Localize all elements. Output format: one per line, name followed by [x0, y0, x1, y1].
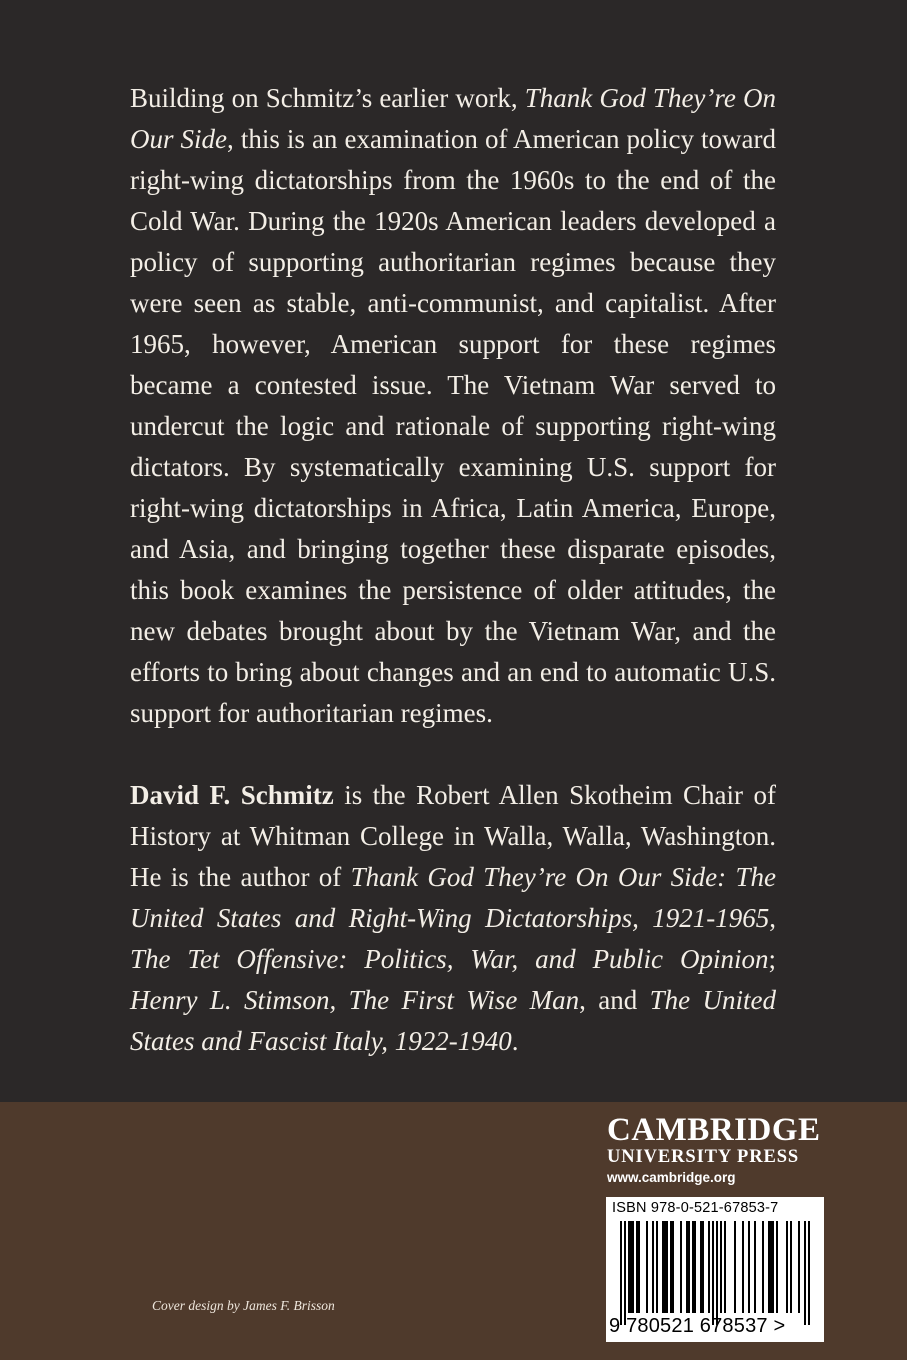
barcode-bar [672, 1221, 674, 1313]
barcode-bar [638, 1221, 640, 1313]
barcode-bar [772, 1221, 774, 1313]
barcode-bar [762, 1221, 764, 1313]
bio-separator-3: , and [579, 985, 650, 1015]
barcode-bar [656, 1221, 658, 1313]
blurb-paragraph [130, 78, 776, 734]
barcode-bar [808, 1221, 810, 1325]
publisher-url: www.cambridge.org [607, 1170, 736, 1185]
barcode-bar [720, 1221, 722, 1313]
publisher-name: CAMBRIDGE [607, 1112, 821, 1148]
barcode-bar [686, 1221, 688, 1313]
blurb-earlier-work-title: Thank God They’re On Our Side [130, 83, 776, 154]
barcode-bar [770, 1221, 772, 1313]
book-title-4: The United States and Fascist Italy, 1922-1940 [130, 985, 776, 1056]
cover-design-credit: Cover design by James F. Brisson [152, 1298, 335, 1313]
barcode-bar [692, 1221, 694, 1313]
blurb-body: , this is an examination of American policy toward right-wing dictatorships from the 1960s to the end of the Cold War. During the 1920s American leaders developed a policy of supporting authoritarian regimes because they were seen as stable, anti-communist, and capitalist. After 1965, however, American support for these regimes became a contested issue. The Vietnam War served to undercut the logic and rationale of supporting right-wing dictators. By systematically examining U.S. support for right-wing dictatorships in Africa, Latin America, Europe, and Asia, and bringing together these disparate episodes, this book examines the persistence of older attitudes, the new debates brought about by the Vietnam War, and the efforts to bring about changes and an end to automatic U.S. support for authoritarian regimes. [130, 124, 776, 728]
author-name: David F. Schmitz [130, 780, 334, 810]
barcode-bar [790, 1221, 792, 1313]
barcode-bar [786, 1221, 788, 1313]
book-title-3: Henry L. Stimson, The First Wise Man [130, 985, 580, 1015]
barcode-bar [652, 1221, 654, 1313]
barcode-bar [734, 1221, 736, 1313]
bio-separator-2: ; [768, 944, 776, 974]
barcode-bar [804, 1221, 806, 1325]
author-bio-text: is the Robert Allen Skotheim Chair of History at Whitman College in Walla, Walla, Washington. He is the author of [130, 780, 776, 892]
barcode-bar [632, 1221, 634, 1313]
barcode-bar [702, 1221, 704, 1313]
author-bio-paragraph [130, 775, 776, 1062]
barcode-bar [680, 1221, 682, 1313]
barcode-bar [620, 1221, 622, 1325]
barcode-bar [776, 1221, 778, 1313]
barcode-bar [636, 1221, 638, 1313]
blurb-intro: Building on Schmitz’s earlier work, [130, 83, 525, 113]
barcode-bar [670, 1221, 672, 1313]
barcode-bar [768, 1221, 770, 1313]
barcode-bar [700, 1221, 702, 1313]
book-title-1: Thank God They’re On Our Side: The United States and Right-Wing Dictatorships, 1921-1965 [130, 862, 776, 933]
barcode-bar [724, 1221, 726, 1313]
barcode-bar [748, 1221, 750, 1313]
barcode-bar [662, 1221, 664, 1313]
barcode-bar [712, 1221, 714, 1325]
bio-separator-1: , [769, 903, 776, 933]
barcode-bar [694, 1221, 696, 1313]
barcode-bar [646, 1221, 648, 1313]
barcode-bar [666, 1221, 668, 1313]
barcode-bar [624, 1221, 626, 1325]
bio-end: . [511, 1026, 519, 1056]
barcode-bar [716, 1221, 718, 1325]
text-block [130, 78, 776, 1062]
barcode-box [606, 1197, 824, 1342]
barcode-bar [754, 1221, 756, 1313]
publisher-block [607, 1113, 825, 1189]
barcode-bar [630, 1221, 632, 1313]
publisher-subtitle: UNIVERSITY PRESS [607, 1147, 800, 1167]
barcode-bar [688, 1221, 690, 1313]
barcode-digits: 9 780521 678537 > [609, 1315, 786, 1337]
barcode-bar [708, 1221, 710, 1313]
barcode-bar [664, 1221, 666, 1313]
barcode-bar [798, 1221, 800, 1313]
book-title-2: The Tet Offensive: Politics, War, and Public Opinion [130, 944, 769, 974]
barcode-bar [742, 1221, 744, 1313]
barcode-bar [628, 1221, 630, 1313]
isbn-label: ISBN 978-0-521-67853-7 [612, 1200, 779, 1216]
